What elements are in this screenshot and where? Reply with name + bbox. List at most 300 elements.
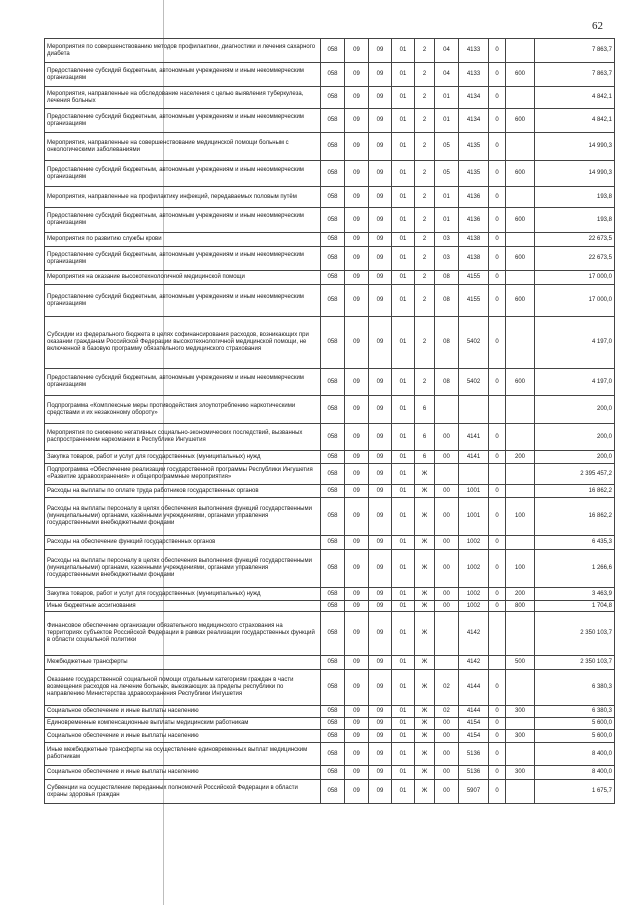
- expense-type-cell: 600: [506, 247, 535, 271]
- section-code-cell: 09: [345, 612, 369, 656]
- ministry-code-cell: 058: [321, 670, 345, 706]
- subsection-code-cell: 09: [369, 588, 392, 601]
- event-code-cell: 03: [435, 233, 459, 247]
- ministry-code-cell: 058: [321, 656, 345, 670]
- subdirection-code-cell: 0: [489, 187, 506, 208]
- subsection-code-cell: 09: [369, 87, 392, 109]
- table-row: [45, 464, 615, 485]
- subsection-code-cell: 09: [369, 424, 392, 451]
- program-code-cell: 01: [392, 271, 415, 285]
- subsection-code-cell: 09: [369, 271, 392, 285]
- subprogram-code-cell: 6: [415, 424, 435, 451]
- expense-type-cell: 600: [506, 369, 535, 396]
- section-code-cell: 09: [345, 730, 369, 743]
- row-name-cell: Социальное обеспечение и иные выплаты населению: [45, 766, 321, 780]
- ministry-code-cell: 058: [321, 780, 345, 804]
- section-code-cell: 09: [345, 536, 369, 550]
- amount-cell: 16 862,2: [535, 485, 615, 498]
- program-code-cell: 01: [392, 233, 415, 247]
- expense-type-cell: [506, 317, 535, 369]
- subdirection-code-cell: 0: [489, 39, 506, 63]
- subprogram-code-cell: 2: [415, 133, 435, 161]
- program-code-cell: 01: [392, 187, 415, 208]
- table-row: [45, 133, 615, 161]
- subdirection-code-cell: 0: [489, 588, 506, 601]
- ministry-code-cell: 058: [321, 187, 345, 208]
- program-code-cell: 01: [392, 550, 415, 588]
- row-name-cell: Оказание государственной социальной помощи отдельным категориям граждан в части возмещения расходов на лечение больных, выезжающих за пределы республики по направлению Министерства здравоохранения Республики Ингушетия: [45, 670, 321, 706]
- subprogram-code-cell: 2: [415, 233, 435, 247]
- section-code-cell: 09: [345, 550, 369, 588]
- ministry-code-cell: 058: [321, 706, 345, 718]
- ministry-code-cell: 058: [321, 63, 345, 87]
- subprogram-code-cell: Ж: [415, 766, 435, 780]
- section-code-cell: 09: [345, 396, 369, 424]
- direction-code-cell: 1001: [459, 485, 489, 498]
- amount-cell: 2 350 103,7: [535, 612, 615, 656]
- program-code-cell: 01: [392, 536, 415, 550]
- subprogram-code-cell: Ж: [415, 718, 435, 730]
- subdirection-code-cell: 0: [489, 208, 506, 233]
- ministry-code-cell: 058: [321, 464, 345, 485]
- amount-cell: 5 600,0: [535, 718, 615, 730]
- event-code-cell: 01: [435, 208, 459, 233]
- subsection-code-cell: 09: [369, 550, 392, 588]
- section-code-cell: 09: [345, 588, 369, 601]
- table-row: [45, 271, 615, 285]
- event-code-cell: 00: [435, 485, 459, 498]
- subdirection-code-cell: 0: [489, 285, 506, 317]
- subprogram-code-cell: Ж: [415, 536, 435, 550]
- program-code-cell: 01: [392, 87, 415, 109]
- event-code-cell: 05: [435, 133, 459, 161]
- event-code-cell: 08: [435, 369, 459, 396]
- direction-code-cell: 4136: [459, 187, 489, 208]
- ministry-code-cell: 058: [321, 161, 345, 187]
- direction-code-cell: 4135: [459, 161, 489, 187]
- table-row: [45, 498, 615, 536]
- amount-cell: 200,0: [535, 451, 615, 464]
- event-code-cell: 00: [435, 718, 459, 730]
- section-code-cell: 09: [345, 208, 369, 233]
- direction-code-cell: 1001: [459, 498, 489, 536]
- program-code-cell: 01: [392, 396, 415, 424]
- subprogram-code-cell: Ж: [415, 706, 435, 718]
- table-row: [45, 317, 615, 369]
- event-code-cell: 00: [435, 780, 459, 804]
- table-row: [45, 550, 615, 588]
- table-row: [45, 63, 615, 87]
- subprogram-code-cell: 2: [415, 369, 435, 396]
- program-code-cell: 01: [392, 63, 415, 87]
- table-row: [45, 656, 615, 670]
- subdirection-code-cell: 0: [489, 369, 506, 396]
- program-code-cell: 01: [392, 317, 415, 369]
- expense-type-cell: [506, 780, 535, 804]
- expense-type-cell: 300: [506, 766, 535, 780]
- expense-type-cell: [506, 233, 535, 247]
- program-code-cell: 01: [392, 424, 415, 451]
- amount-cell: 3 463,9: [535, 588, 615, 601]
- row-name-cell: Предоставление субсидий бюджетным, автономным учреждениям и иным некоммерческим организациям: [45, 208, 321, 233]
- amount-cell: 14 990,3: [535, 161, 615, 187]
- table-row: [45, 612, 615, 656]
- program-code-cell: 01: [392, 39, 415, 63]
- program-code-cell: 01: [392, 718, 415, 730]
- row-name-cell: Предоставление субсидий бюджетным, автономным учреждениям и иным некоммерческим организациям: [45, 247, 321, 271]
- expense-type-cell: 600: [506, 63, 535, 87]
- section-code-cell: 09: [345, 271, 369, 285]
- expense-type-cell: [506, 87, 535, 109]
- event-code-cell: 02: [435, 670, 459, 706]
- row-name-cell: Иные бюджетные ассигнования: [45, 601, 321, 612]
- direction-code-cell: 5907: [459, 780, 489, 804]
- ministry-code-cell: 058: [321, 317, 345, 369]
- subdirection-code-cell: 0: [489, 498, 506, 536]
- event-code-cell: 00: [435, 536, 459, 550]
- table-row: [45, 39, 615, 63]
- subprogram-code-cell: 2: [415, 87, 435, 109]
- row-name-cell: Предоставление субсидий бюджетным, автономным учреждениям и иным некоммерческим организациям: [45, 161, 321, 187]
- subdirection-code-cell: 0: [489, 485, 506, 498]
- subsection-code-cell: 09: [369, 670, 392, 706]
- table-row: [45, 208, 615, 233]
- row-name-cell: Субсидии из федерального бюджета в целях софинансирования расходов, возникающих при оказании гражданам Российской Федерации высокотехнологичной медицинской помощи, не включенной в базовую программу обязательного медицинского страхования: [45, 317, 321, 369]
- ministry-code-cell: 058: [321, 612, 345, 656]
- program-code-cell: 01: [392, 109, 415, 133]
- event-code-cell: 00: [435, 550, 459, 588]
- expense-type-cell: [506, 485, 535, 498]
- event-code-cell: 00: [435, 451, 459, 464]
- direction-code-cell: 5136: [459, 766, 489, 780]
- row-name-cell: Предоставление субсидий бюджетным, автономным учреждениям и иным некоммерческим организациям: [45, 285, 321, 317]
- table-row: [45, 743, 615, 766]
- row-name-cell: Подпрограмма «Обеспечение реализации государственной программы Республики Ингушетия «Развитие здравоохранения» и общепрограммные мероприятия»: [45, 464, 321, 485]
- subprogram-code-cell: 2: [415, 187, 435, 208]
- direction-code-cell: 4134: [459, 109, 489, 133]
- program-code-cell: 01: [392, 656, 415, 670]
- subsection-code-cell: 09: [369, 187, 392, 208]
- section-code-cell: 09: [345, 133, 369, 161]
- row-name-cell: Мероприятия по совершенствованию методов профилактики, диагностики и лечения сахарного диабета: [45, 39, 321, 63]
- subprogram-code-cell: 2: [415, 161, 435, 187]
- amount-cell: 193,8: [535, 187, 615, 208]
- direction-code-cell: 4138: [459, 233, 489, 247]
- subdirection-code-cell: 0: [489, 133, 506, 161]
- ministry-code-cell: 058: [321, 718, 345, 730]
- table-row: [45, 780, 615, 804]
- subsection-code-cell: 09: [369, 63, 392, 87]
- program-code-cell: 01: [392, 780, 415, 804]
- ministry-code-cell: 058: [321, 369, 345, 396]
- subprogram-code-cell: Ж: [415, 670, 435, 706]
- direction-code-cell: 5402: [459, 317, 489, 369]
- amount-cell: 6 380,3: [535, 706, 615, 718]
- amount-cell: 200,0: [535, 424, 615, 451]
- expense-type-cell: [506, 464, 535, 485]
- direction-code-cell: 5136: [459, 743, 489, 766]
- expense-type-cell: [506, 718, 535, 730]
- subsection-code-cell: 09: [369, 612, 392, 656]
- event-code-cell: 08: [435, 317, 459, 369]
- program-code-cell: 01: [392, 612, 415, 656]
- program-code-cell: 01: [392, 601, 415, 612]
- expense-type-cell: 300: [506, 706, 535, 718]
- ministry-code-cell: 058: [321, 87, 345, 109]
- program-code-cell: 01: [392, 208, 415, 233]
- ministry-code-cell: 058: [321, 285, 345, 317]
- subprogram-code-cell: Ж: [415, 464, 435, 485]
- subsection-code-cell: 09: [369, 39, 392, 63]
- subdirection-code-cell: 0: [489, 271, 506, 285]
- program-code-cell: 01: [392, 670, 415, 706]
- subdirection-code-cell: 0: [489, 550, 506, 588]
- section-code-cell: 09: [345, 424, 369, 451]
- subsection-code-cell: 09: [369, 133, 392, 161]
- subdirection-code-cell: 0: [489, 766, 506, 780]
- section-code-cell: 09: [345, 743, 369, 766]
- subdirection-code-cell: [489, 612, 506, 656]
- direction-code-cell: 4155: [459, 271, 489, 285]
- row-name-cell: Мероприятия, направленные на совершенствование медицинской помощи больным с онкологическими заболеваниями: [45, 133, 321, 161]
- expense-type-cell: 600: [506, 285, 535, 317]
- amount-cell: 1 675,7: [535, 780, 615, 804]
- ministry-code-cell: 058: [321, 39, 345, 63]
- direction-code-cell: 4154: [459, 730, 489, 743]
- table-row: [45, 601, 615, 612]
- subprogram-code-cell: 2: [415, 63, 435, 87]
- amount-cell: 16 862,2: [535, 498, 615, 536]
- subprogram-code-cell: 2: [415, 39, 435, 63]
- row-name-cell: Социальное обеспечение и иные выплаты населению: [45, 730, 321, 743]
- subprogram-code-cell: Ж: [415, 612, 435, 656]
- direction-code-cell: 4144: [459, 706, 489, 718]
- row-name-cell: Единовременные компенсационные выплаты медицинским работникам: [45, 718, 321, 730]
- subdirection-code-cell: 0: [489, 424, 506, 451]
- row-name-cell: Субвенции на осуществление переданных полномочий Российской Федерации в области охраны здоровья граждан: [45, 780, 321, 804]
- section-code-cell: 09: [345, 451, 369, 464]
- subdirection-code-cell: [489, 396, 506, 424]
- section-code-cell: 09: [345, 766, 369, 780]
- subsection-code-cell: 09: [369, 706, 392, 718]
- section-code-cell: 09: [345, 464, 369, 485]
- section-code-cell: 09: [345, 187, 369, 208]
- subsection-code-cell: 09: [369, 536, 392, 550]
- row-name-cell: Расходы на выплаты персоналу в целях обеспечения выполнения функций государственными (муниципальными) органами, казёнными учреждениями, органами управления государственными внебюджетными фондами: [45, 498, 321, 536]
- subsection-code-cell: 09: [369, 396, 392, 424]
- amount-cell: 17 000,0: [535, 285, 615, 317]
- direction-code-cell: 4142: [459, 656, 489, 670]
- subsection-code-cell: 09: [369, 730, 392, 743]
- row-name-cell: Межбюджетные трансферты: [45, 656, 321, 670]
- subsection-code-cell: 09: [369, 485, 392, 498]
- subdirection-code-cell: 0: [489, 601, 506, 612]
- direction-code-cell: [459, 396, 489, 424]
- subdirection-code-cell: 0: [489, 233, 506, 247]
- expense-type-cell: 500: [506, 656, 535, 670]
- program-code-cell: 01: [392, 706, 415, 718]
- section-code-cell: 09: [345, 718, 369, 730]
- subdirection-code-cell: 0: [489, 670, 506, 706]
- subsection-code-cell: 09: [369, 498, 392, 536]
- section-code-cell: 09: [345, 369, 369, 396]
- expense-type-cell: [506, 536, 535, 550]
- expense-type-cell: 300: [506, 730, 535, 743]
- direction-code-cell: 1002: [459, 601, 489, 612]
- subprogram-code-cell: Ж: [415, 601, 435, 612]
- subsection-code-cell: 09: [369, 766, 392, 780]
- row-name-cell: Финансовое обеспечение организации обязательного медицинского страхования на территориях субъектов Российской Федерации в рамках реализации государственных функций в области социальной политики: [45, 612, 321, 656]
- section-code-cell: 09: [345, 63, 369, 87]
- subsection-code-cell: 09: [369, 109, 392, 133]
- program-code-cell: 01: [392, 588, 415, 601]
- program-code-cell: 01: [392, 766, 415, 780]
- row-name-cell: Иные межбюджетные трансферты на осуществление единовременных выплат медицинским работникам: [45, 743, 321, 766]
- subprogram-code-cell: Ж: [415, 588, 435, 601]
- table-row: [45, 451, 615, 464]
- direction-code-cell: 5402: [459, 369, 489, 396]
- ministry-code-cell: 058: [321, 396, 345, 424]
- subdirection-code-cell: [489, 464, 506, 485]
- expense-type-cell: [506, 187, 535, 208]
- event-code-cell: 01: [435, 109, 459, 133]
- ministry-code-cell: 058: [321, 271, 345, 285]
- subdirection-code-cell: 0: [489, 87, 506, 109]
- expense-type-cell: [506, 396, 535, 424]
- section-code-cell: 09: [345, 706, 369, 718]
- expense-type-cell: [506, 424, 535, 451]
- event-code-cell: 04: [435, 63, 459, 87]
- page-number: 62: [592, 20, 603, 32]
- budget-table: [44, 38, 615, 804]
- row-name-cell: Мероприятия по развитию службы крови: [45, 233, 321, 247]
- table-row: [45, 730, 615, 743]
- event-code-cell: 05: [435, 161, 459, 187]
- event-code-cell: 00: [435, 766, 459, 780]
- section-code-cell: 09: [345, 780, 369, 804]
- subprogram-code-cell: 2: [415, 109, 435, 133]
- event-code-cell: 00: [435, 588, 459, 601]
- subprogram-code-cell: 6: [415, 396, 435, 424]
- section-code-cell: 09: [345, 233, 369, 247]
- expense-type-cell: [506, 271, 535, 285]
- table-row: [45, 766, 615, 780]
- ministry-code-cell: 058: [321, 424, 345, 451]
- direction-code-cell: 4136: [459, 208, 489, 233]
- table-row: [45, 247, 615, 271]
- row-name-cell: Мероприятия, направленные на обследование населения с целью выявления туберкулеза, лечения больных: [45, 87, 321, 109]
- section-code-cell: 09: [345, 485, 369, 498]
- expense-type-cell: [506, 670, 535, 706]
- subdirection-code-cell: 0: [489, 780, 506, 804]
- table-row: [45, 536, 615, 550]
- direction-code-cell: 4142: [459, 612, 489, 656]
- amount-cell: 193,8: [535, 208, 615, 233]
- direction-code-cell: 4138: [459, 247, 489, 271]
- event-code-cell: 04: [435, 39, 459, 63]
- direction-code-cell: 4133: [459, 63, 489, 87]
- subprogram-code-cell: Ж: [415, 743, 435, 766]
- subdirection-code-cell: [489, 656, 506, 670]
- row-name-cell: Предоставление субсидий бюджетным, автономным учреждениям и иным некоммерческим организациям: [45, 109, 321, 133]
- section-code-cell: 09: [345, 247, 369, 271]
- subprogram-code-cell: Ж: [415, 550, 435, 588]
- subsection-code-cell: 09: [369, 369, 392, 396]
- direction-code-cell: 4135: [459, 133, 489, 161]
- subprogram-code-cell: Ж: [415, 730, 435, 743]
- table-row: [45, 285, 615, 317]
- section-code-cell: 09: [345, 656, 369, 670]
- table-row: [45, 109, 615, 133]
- direction-code-cell: 4155: [459, 285, 489, 317]
- table-row: [45, 87, 615, 109]
- event-code-cell: [435, 396, 459, 424]
- expense-type-cell: 100: [506, 498, 535, 536]
- table-row: [45, 369, 615, 396]
- amount-cell: 7 863,7: [535, 39, 615, 63]
- subdirection-code-cell: 0: [489, 247, 506, 271]
- row-name-cell: Расходы на обеспечение функций государственных органов: [45, 536, 321, 550]
- subprogram-code-cell: 2: [415, 247, 435, 271]
- subsection-code-cell: 09: [369, 208, 392, 233]
- ministry-code-cell: 058: [321, 133, 345, 161]
- subsection-code-cell: 09: [369, 780, 392, 804]
- subsection-code-cell: 09: [369, 718, 392, 730]
- section-code-cell: 09: [345, 87, 369, 109]
- subsection-code-cell: 09: [369, 656, 392, 670]
- direction-code-cell: 4141: [459, 424, 489, 451]
- ministry-code-cell: 058: [321, 550, 345, 588]
- ministry-code-cell: 058: [321, 730, 345, 743]
- ministry-code-cell: 058: [321, 233, 345, 247]
- subsection-code-cell: 09: [369, 285, 392, 317]
- subdirection-code-cell: 0: [489, 109, 506, 133]
- subdirection-code-cell: 0: [489, 743, 506, 766]
- ministry-code-cell: 058: [321, 208, 345, 233]
- program-code-cell: 01: [392, 285, 415, 317]
- subprogram-code-cell: 2: [415, 317, 435, 369]
- event-code-cell: 08: [435, 271, 459, 285]
- program-code-cell: 01: [392, 451, 415, 464]
- section-code-cell: 09: [345, 601, 369, 612]
- subdirection-code-cell: 0: [489, 451, 506, 464]
- amount-cell: 22 673,5: [535, 247, 615, 271]
- direction-code-cell: 4144: [459, 670, 489, 706]
- row-name-cell: Расходы на выплаты персоналу в целях обеспечения выполнения функций государственными (муниципальными) органами, казенными учреждениями, органами управления государственными внебюджетными фондами: [45, 550, 321, 588]
- event-code-cell: 00: [435, 424, 459, 451]
- table-row: [45, 670, 615, 706]
- amount-cell: 4 197,0: [535, 317, 615, 369]
- direction-code-cell: 1002: [459, 550, 489, 588]
- expense-type-cell: 600: [506, 109, 535, 133]
- program-code-cell: 01: [392, 133, 415, 161]
- ministry-code-cell: 058: [321, 536, 345, 550]
- expense-type-cell: [506, 612, 535, 656]
- amount-cell: 22 673,5: [535, 233, 615, 247]
- event-code-cell: [435, 464, 459, 485]
- amount-cell: 6 435,3: [535, 536, 615, 550]
- ministry-code-cell: 058: [321, 498, 345, 536]
- table-row: [45, 187, 615, 208]
- subprogram-code-cell: 2: [415, 208, 435, 233]
- event-code-cell: 08: [435, 285, 459, 317]
- row-name-cell: Расходы на выплаты по оплате труда работников государственных органов: [45, 485, 321, 498]
- direction-code-cell: 1002: [459, 536, 489, 550]
- expense-type-cell: [506, 39, 535, 63]
- ministry-code-cell: 058: [321, 588, 345, 601]
- program-code-cell: 01: [392, 369, 415, 396]
- table-row: [45, 396, 615, 424]
